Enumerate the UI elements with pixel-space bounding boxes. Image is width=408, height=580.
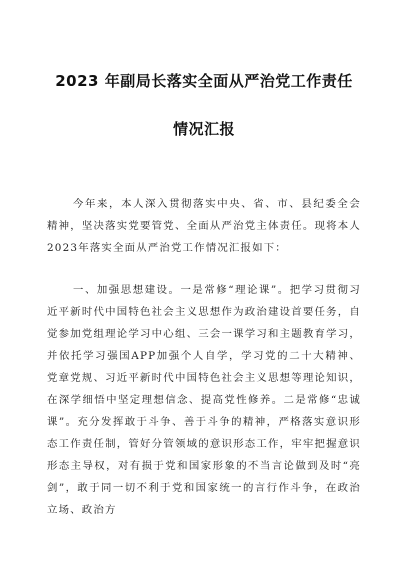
intro-paragraph: 今年来，本人深入贯彻落实中央、省、市、县纪委全会精神，坚决落实党要管党、全面从严治党主体责任。现将本人2023年落实全面从严治党工作情况汇报如下： (47, 198, 361, 254)
document-title-line-1: 2023 年副局长落实全面从严治党工作责任 (55, 72, 353, 90)
document-title-line-2: 情况汇报 (172, 120, 235, 138)
section-one-paragraph: 一、加强思想建设。一是常修“理论课”。把学习贯彻习近平新时代中国特色社会主义思想作为政治建设首要任务，自觉参加党组理论学习中心组、三会一课学习和主题教育学习，并依托学习强国APP加强个人自学，学习党的二十大精神、党章党规、习近平新时代中国特色社会主义思想等理论知识，在深学细悟中坚定理想信念、提高党性修养。二是常修“忠诚课”。充分发挥敢于斗争、善于斗争的精神，严格落实意识形态工作责任制，管好分管领域的意识形态工作，牢牢把握意识形态主导权，对有损于党和国家形象的不当言论做到及时“亮剑”，敢于同一切不利于党和国家统一的言行作斗争，在政治立场、政治方 (47, 284, 361, 516)
